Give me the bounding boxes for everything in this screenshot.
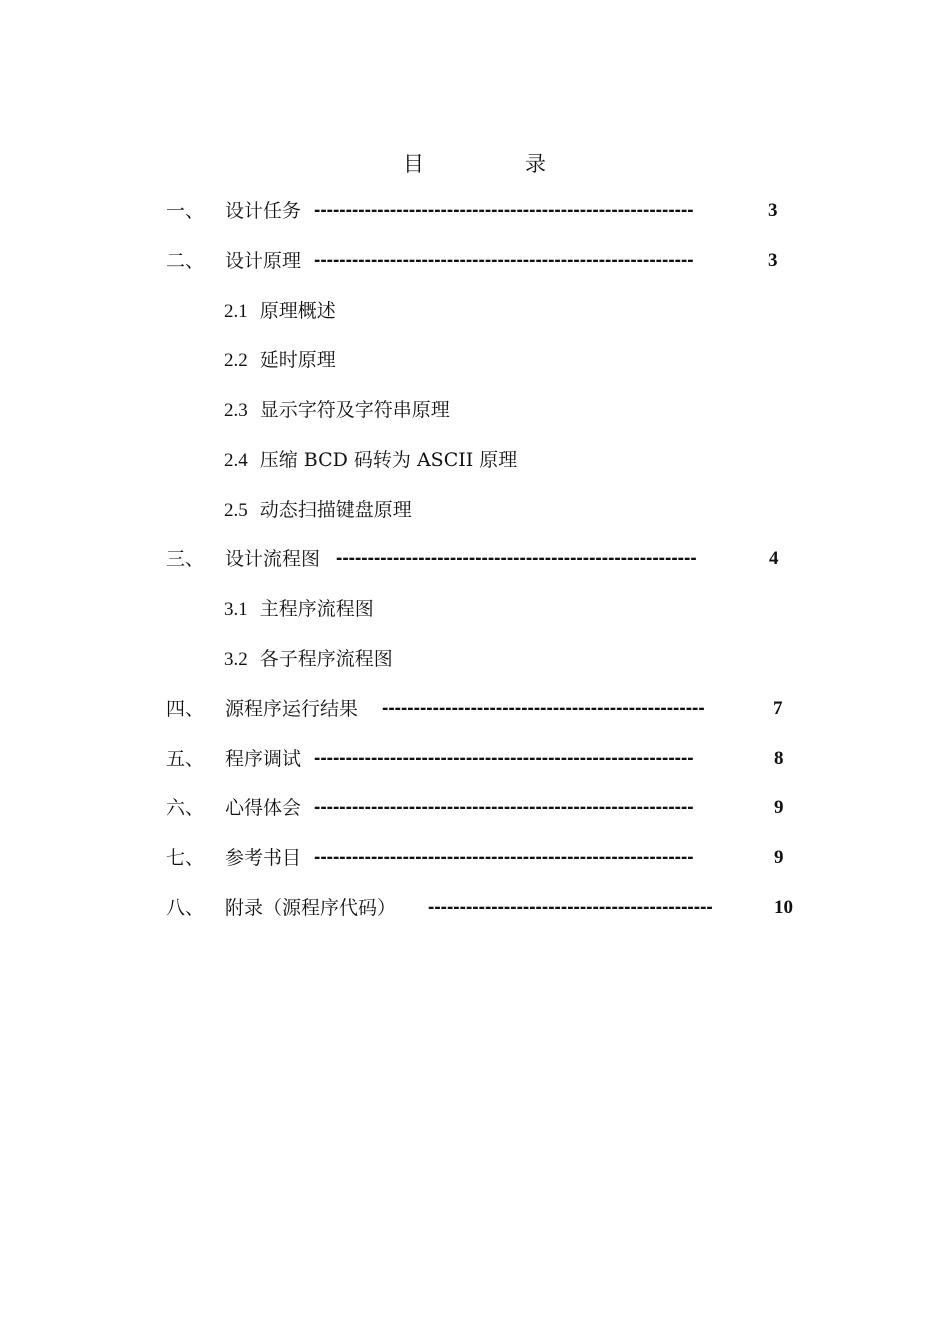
toc-sub-entry-3-2 — [224, 644, 393, 674]
sub-entry-number: 2.2 — [224, 350, 248, 371]
dot-leader: ------------------------------------------------------------ — [314, 748, 694, 769]
toc-sub-entry-2-4 — [224, 445, 517, 475]
sub-entry-label: 原理概述 — [259, 300, 336, 322]
dot-leader: --------------------------------------------------- — [382, 698, 705, 719]
entry-page-number: 9 — [774, 797, 784, 818]
sub-entry-label: 主程序流程图 — [259, 598, 374, 620]
dot-leader: ------------------------------------------------------------ — [314, 797, 694, 818]
dot-leader: ------------------------------------------------------------ — [314, 200, 694, 221]
toc-entry-1 — [166, 196, 816, 226]
entry-page-number: 10 — [774, 897, 793, 918]
toc-entry-8 — [166, 893, 816, 923]
toc-sub-entry-2-1 — [224, 296, 336, 326]
toc-sub-entry-2-2 — [224, 345, 336, 375]
entry-label: 心得体会 — [225, 797, 302, 819]
entry-number: 六、 — [166, 797, 205, 819]
sub-entry-label: 延时原理 — [259, 349, 336, 371]
sub-entry-label: 压缩 BCD 码转为 ASCII 原理 — [259, 449, 518, 471]
entry-page-number: 3 — [768, 250, 778, 271]
sub-entry-label: 显示字符及字符串原理 — [259, 399, 450, 421]
toc-sub-entry-3-1 — [224, 594, 374, 624]
dot-leader: ------------------------------------------------------------ — [314, 847, 694, 868]
toc-title — [0, 146, 950, 178]
sub-entry-number: 3.2 — [224, 649, 248, 670]
dot-leader: ------------------------------------------------------------ — [314, 250, 694, 271]
sub-entry-number: 2.5 — [224, 500, 248, 521]
entry-page-number: 3 — [768, 200, 778, 221]
entry-label: 设计流程图 — [225, 548, 321, 570]
toc-entry-2 — [166, 246, 816, 276]
entry-page-number: 4 — [769, 548, 779, 569]
entry-page-number: 7 — [773, 698, 783, 719]
toc-entry-6 — [166, 793, 816, 823]
entry-number: 七、 — [166, 847, 205, 869]
toc-entry-7 — [166, 843, 816, 873]
toc-title-char-2: 录 — [525, 152, 546, 176]
sub-entry-label: 各子程序流程图 — [259, 648, 393, 670]
entry-label: 源程序运行结果 — [225, 698, 359, 720]
entry-number: 二、 — [166, 250, 205, 272]
entry-label: 附录（源程序代码） — [225, 897, 397, 919]
entry-number: 一、 — [166, 200, 205, 222]
entry-label: 参考书目 — [225, 847, 302, 869]
toc-sub-entry-2-3 — [224, 395, 450, 425]
toc-entry-3 — [166, 544, 816, 574]
sub-entry-number: 2.4 — [224, 450, 248, 471]
entry-label: 程序调试 — [225, 748, 302, 770]
entry-label: 设计任务 — [225, 200, 302, 222]
sub-entry-label: 动态扫描键盘原理 — [259, 499, 412, 521]
entry-number: 五、 — [166, 748, 205, 770]
entry-number: 三、 — [166, 548, 205, 570]
sub-entry-number: 2.3 — [224, 400, 248, 421]
toc-title-char-1: 目 — [403, 152, 424, 176]
sub-entry-number: 3.1 — [224, 599, 248, 620]
entry-number: 四、 — [166, 698, 205, 720]
dot-leader: --------------------------------------------------------- — [336, 548, 697, 569]
sub-entry-number: 2.1 — [224, 301, 248, 322]
dot-leader: --------------------------------------------- — [428, 897, 713, 918]
entry-page-number: 8 — [774, 748, 784, 769]
entry-number: 八、 — [166, 897, 205, 919]
toc-sub-entry-2-5 — [224, 495, 412, 525]
toc-entry-4 — [166, 694, 816, 724]
entry-page-number: 9 — [774, 847, 784, 868]
toc-entry-5 — [166, 744, 816, 774]
entry-label: 设计原理 — [225, 250, 302, 272]
